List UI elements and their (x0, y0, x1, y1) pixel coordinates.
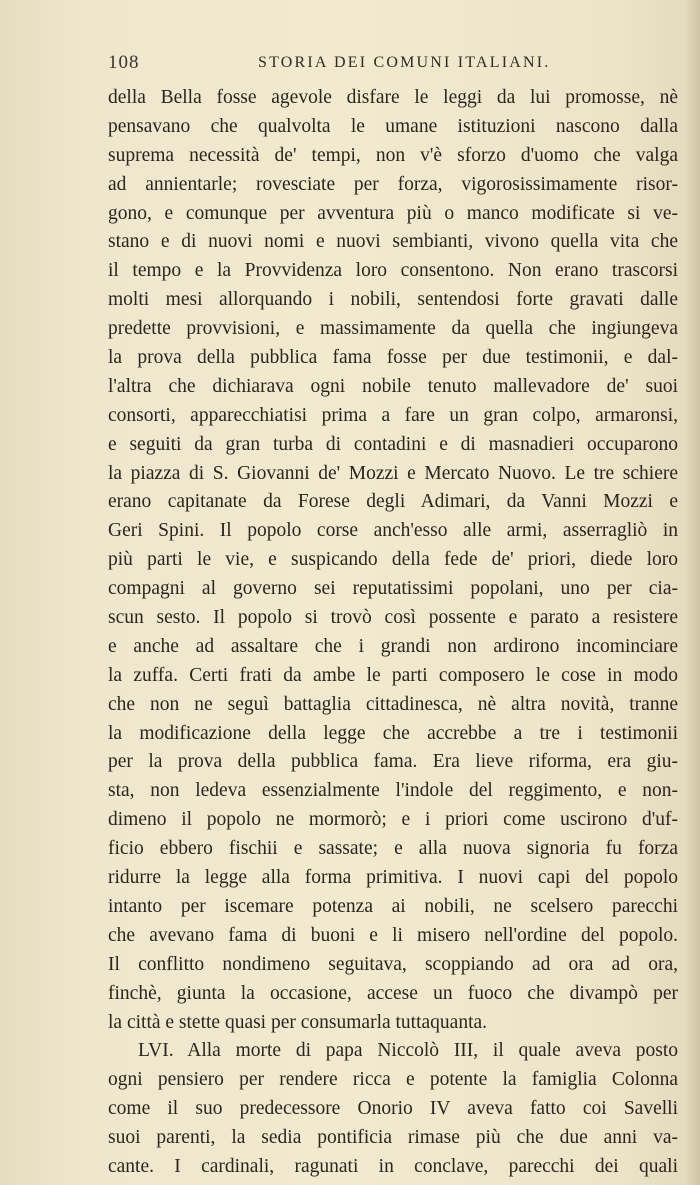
text-line: e seguiti da gran turba di contadini e di masnadieri occuparono (108, 433, 678, 455)
page-header (108, 52, 678, 82)
text-line: ridurre la legge alla forma primitiva. I nuovi capi del popolo (108, 867, 678, 889)
text-line: pensavano che qualvolta le umane istituzioni nascono dalla (108, 115, 678, 137)
text-line: l'altra che dichiarava ogni nobile tenuto mallevadore de' suoi (108, 375, 678, 397)
text-line: la modificazione della legge che accrebbe a tre i testimonii (108, 722, 678, 744)
text-line: intanto per iscemare potenza ai nobili, ne scelsero parecchi (108, 895, 678, 917)
text-line: che avevano fama di buoni e li misero nell'ordine del popolo. (108, 924, 678, 946)
text-line: come il suo predecessore Onorio IV aveva fatto coi Savelli (108, 1098, 678, 1120)
text-line: il tempo e la Provvidenza loro consentono. Non erano trascorsi (108, 260, 678, 282)
text-line: ficio ebbero fischii e sassate; e alla nuova signoria fu forza (108, 838, 678, 860)
text-line: compagni al governo sei reputatissimi popolani, uno per cia- (108, 578, 678, 600)
text-line: per la prova della pubblica fama. Era lieve riforma, era giu- (108, 751, 678, 773)
text-line: la prova della pubblica fama fosse per due testimonii, e dal- (108, 347, 678, 369)
text-line: predette provvisioni, e massimamente da quella che ingiungeva (108, 318, 678, 340)
paragraph-end-line: la città e stette quasi per consumarla tuttaquanta. (108, 1011, 488, 1033)
text-line: scun sesto. Il popolo si trovò così possente e parato a resistere (108, 607, 678, 629)
text-line: ogni pensiero per rendere ricca e potente la famiglia Colonna (108, 1069, 678, 1091)
page-number: 108 (108, 52, 140, 73)
text-line: la piazza di S. Giovanni de' Mozzi e Mercato Nuovo. Le tre schiere (108, 462, 678, 484)
text-line: la zuffa. Certi frati da ambe le parti composero le cose in modo (108, 664, 678, 686)
text-line: più parti le vie, e suspicando della fede de' priori, diede loro (108, 549, 678, 571)
text-line: consorti, apparecchiatisi prima a fare un gran colpo, armaronsi, (108, 404, 678, 426)
body-text (108, 84, 678, 1182)
text-line: erano capitanate da Forese degli Adimari, da Vanni Mozzi e (108, 491, 678, 513)
text-line: dimeno il popolo ne mormorò; e i priori come uscirono d'uf- (108, 809, 678, 831)
text-line: Geri Spini. Il popolo corse anch'esso alle armi, asserragliò in (108, 520, 678, 542)
text-line: ad annientarle; rovesciate per forza, vigorosissimamente risor- (108, 173, 678, 195)
text-line: finchè, giunta la occasione, accese un fuoco che divampò per (108, 982, 678, 1004)
section-start-line: LVI. Alla morte di papa Niccolò III, il quale aveva posto (138, 1040, 678, 1062)
text-line: gono, e comunque per avventura più o manco modificate si ve- (108, 202, 678, 224)
text-line: della Bella fosse agevole disfare le leggi da lui promosse, nè (108, 87, 678, 108)
text-line: che non ne seguì battaglia cittadinesca, nè altra novità, tranne (108, 693, 678, 715)
text-line: sta, non ledeva essenzialmente l'indole del reggimento, e non- (108, 780, 678, 802)
text-line: suoi parenti, la sedia pontificia rimase più che due anni va- (108, 1127, 678, 1149)
text-line: e anche ad assaltare che i grandi non ardirono incominciare (108, 635, 678, 657)
text-line: cante. I cardinali, ragunati in conclave, parecchi dei quali (108, 1155, 678, 1177)
text-line: stano e di nuovi nomi e nuovi sembianti, vivono quella vita che (108, 231, 678, 253)
page-edge-shadow (686, 0, 700, 1185)
text-line: molti mesi allorquando i nobili, sentendosi forte gravati dalle (108, 289, 678, 311)
running-head: STORIA DEI COMUNI ITALIANI. (258, 54, 551, 71)
text-line: Il conflitto nondimeno seguitava, scoppiando ad ora ad ora, (108, 953, 678, 975)
text-line: suprema necessità de' tempi, non v'è sforzo d'uomo che valga (108, 144, 678, 166)
